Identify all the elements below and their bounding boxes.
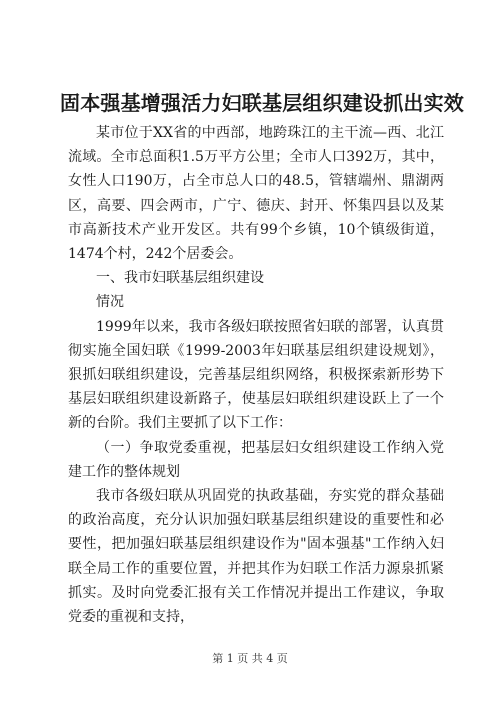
subsection-heading: （一）争取党委重视，把基层妇女组织建设工作纳入党建工作的整体规划 <box>68 439 444 480</box>
document-title: 固本强基增强活力妇联基层组织建设抓出实效 <box>60 91 464 115</box>
document-body <box>68 121 444 629</box>
paragraph-intro: 某市位于XX省的中西部，地跨珠江的主干流—西、北江流域。全市总面积1.5万平方公里；全市人口392万，其中，女性人口190万，占全市总人口的48.5，管辖端州、鼎湖两区，高要、四会两市，广宁、德庆、封开、怀集四县以及某市高新技术产业开发区。共有99个乡镇，10个镇级街道，1474个村，242个居委会。 <box>68 125 444 263</box>
section-heading-continued: 情况 <box>96 294 124 311</box>
page-footer: 第 1 页 共 4 页 <box>212 652 288 665</box>
section-heading: 一、我市妇联基层组织建设 <box>96 270 264 287</box>
paragraph-detail: 我市各级妇联从巩固党的执政基础，夯实党的群众基础的政治高度，充分认识加强妇联基层组织建设的重要性和必要性，把加强妇联基层组织建设作为"固本强基"工作纳入妇联全局工作的重要位置，并把其作为妇联工作活力源泉抓紧抓实。及时向党委汇报有关工作情况并提出工作建议，争取党委的重视和支持， <box>68 488 444 626</box>
paragraph-overview: 1999年以来，我市各级妇联按照省妇联的部署，认真贯彻实施全国妇联《1999-2003年妇联基层组织建设规划》，狠抓妇联组织建设，完善基层组织网络，积极探索新形势下基层妇联组织建设新路子，使基层妇联组织建设跃上了一个新的台阶。我们主要抓了以下工作： <box>68 318 444 432</box>
